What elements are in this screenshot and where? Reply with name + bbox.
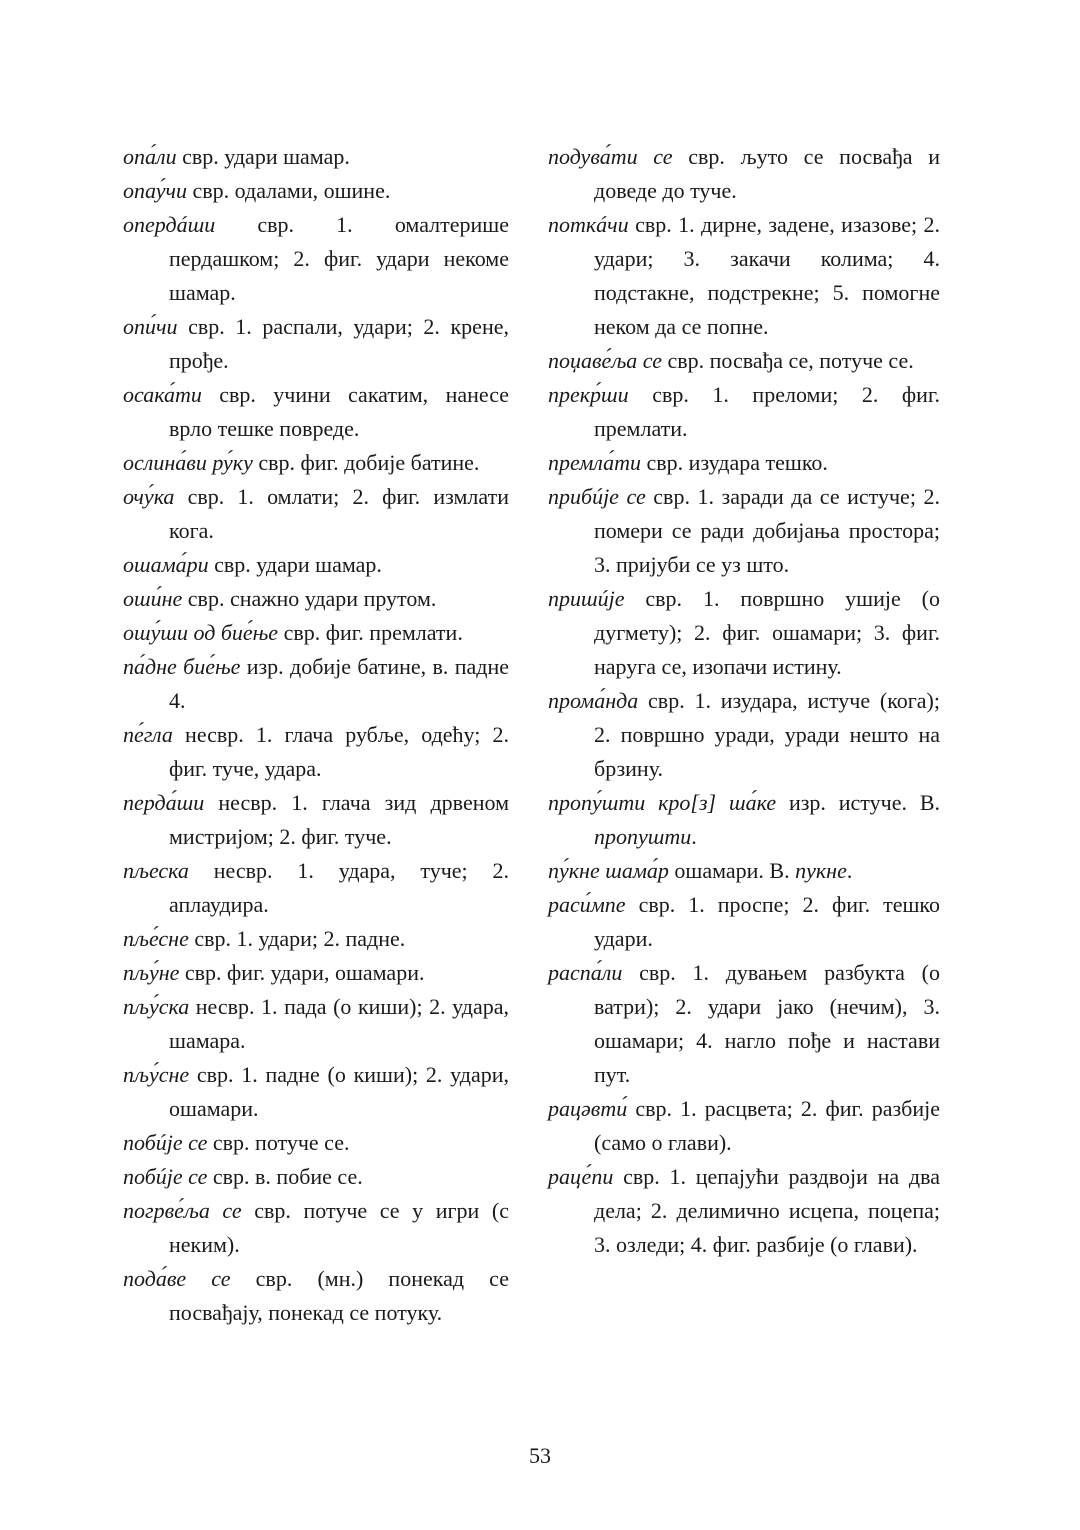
entry-definition: свр. 1. расцвета; 2. фиг. разбије (само о глави). bbox=[594, 1096, 940, 1155]
dictionary-entry bbox=[123, 1262, 509, 1330]
dictionary-entry bbox=[123, 548, 509, 582]
dictionary-entry bbox=[123, 1126, 509, 1160]
dictionary-entry bbox=[548, 378, 940, 446]
dictionary-entry bbox=[123, 616, 509, 650]
entry-definition: свр. потуче се у игри (с неким). bbox=[169, 1198, 509, 1257]
dictionary-entry bbox=[123, 378, 509, 446]
entry-headword: пље́сне bbox=[123, 926, 189, 951]
entry-definition: свр. (мн.) понекад се посвађају, понекад се потуку. bbox=[169, 1266, 509, 1325]
entry-definition: свр. посвађа се, потуче се. bbox=[662, 348, 914, 373]
entry-headword: оши́не bbox=[123, 586, 183, 611]
entry-headword: перда́ши bbox=[123, 790, 205, 815]
entry-headword: осака́ти bbox=[123, 382, 202, 407]
entry-headword: пљу́сне bbox=[123, 1062, 190, 1087]
dictionary-entry bbox=[123, 990, 509, 1058]
dictionary-entry bbox=[548, 344, 940, 378]
entry-headword: опердáши bbox=[123, 212, 216, 237]
dictionary-entry bbox=[548, 956, 940, 1092]
entry-headword: очу́ка bbox=[123, 484, 175, 509]
entry-headword: опау́чи bbox=[123, 178, 187, 203]
entry-definition: свр. снажно удари прутом. bbox=[182, 586, 437, 611]
entry-headword: пе́гла bbox=[123, 722, 173, 747]
entry-headword: прекр́ши bbox=[548, 382, 629, 407]
dictionary-entry bbox=[123, 786, 509, 854]
entry-definition: свр. изудара тешко. bbox=[641, 450, 828, 475]
entry-definition: изр. истуче. В. bbox=[776, 790, 940, 815]
entry-definition: свр. љуто се посвађа и доведе до туче. bbox=[594, 144, 940, 203]
entry-headword: раце́пи bbox=[548, 1164, 614, 1189]
dictionary-entry bbox=[548, 446, 940, 480]
entry-headword: прибúје се bbox=[548, 484, 646, 509]
dictionary-entry bbox=[548, 582, 940, 684]
dictionary-entry bbox=[123, 446, 509, 480]
entry-cross-reference: пропушти bbox=[594, 824, 692, 849]
entry-definition: изр. добије батине, в. падне 4. bbox=[169, 654, 509, 713]
entry-headword: пљу́не bbox=[123, 960, 180, 985]
entry-headword: прома́нда bbox=[548, 688, 639, 713]
entry-headword: побúје се bbox=[123, 1130, 208, 1155]
entry-definition: свр. 1. површно ушије (о дугмету); 2. фиг. ошамари; 3. фиг. наруга се, изопачи истину. bbox=[594, 586, 940, 679]
dictionary-entry bbox=[123, 1160, 509, 1194]
dictionary-entry bbox=[123, 650, 509, 718]
entry-headword: па́дне бие́ње bbox=[123, 654, 241, 679]
dictionary-entry bbox=[123, 208, 509, 310]
dictionary-entry bbox=[123, 718, 509, 786]
entry-definition: свр. 1. дувањем разбукта (о ватри); 2. удари јако (нечим), 3. ошамари; 4. нагло пође и настави пут. bbox=[594, 960, 940, 1087]
entry-punctuation: . bbox=[846, 858, 853, 883]
dictionary-entry bbox=[548, 854, 940, 888]
entry-headword: пљеска bbox=[123, 858, 189, 883]
entry-definition: несвр. 1. глача зид дрвеном мистријом; 2. фиг. туче. bbox=[169, 790, 509, 849]
entry-headword: погрве́ља се bbox=[123, 1198, 242, 1223]
entry-definition: свр. 1. омлати; 2. фиг. измлати кога. bbox=[169, 484, 509, 543]
dictionary-entry bbox=[123, 1058, 509, 1126]
dictionary-entry bbox=[123, 1194, 509, 1262]
entry-punctuation: . bbox=[691, 824, 697, 849]
entry-definition: свр. потуче се. bbox=[207, 1130, 350, 1155]
entry-headword: поџаве́ља се bbox=[548, 348, 662, 373]
entry-headword: опи́чи bbox=[123, 314, 178, 339]
left-column bbox=[123, 140, 509, 1330]
dictionary-entry bbox=[123, 140, 509, 174]
entry-definition: свр. удари шамар. bbox=[208, 552, 382, 577]
dictionary-entry bbox=[123, 310, 509, 378]
entry-headword: ошу́ши од бие́ње bbox=[123, 620, 279, 645]
entry-headword: пу́кне шама́р bbox=[548, 858, 669, 883]
entry-definition: свр. учини сакатим, нанесе врло тешке повреде. bbox=[169, 382, 509, 441]
entry-headword: пришúје bbox=[548, 586, 625, 611]
dictionary-entry bbox=[548, 888, 940, 956]
entry-definition: свр. 1. распали, удари; 2. крене, прође. bbox=[169, 314, 509, 373]
dictionary-entry bbox=[548, 1092, 940, 1160]
entry-headword: подува́ти се bbox=[548, 144, 673, 169]
entry-cross-reference: пукне bbox=[795, 858, 847, 883]
entry-definition: свр. 1. дирне, задене, изазове; 2. удари; 3. закачи колима; 4. подстакне, подстрекне; 5. помогне неком да се попне. bbox=[594, 212, 940, 339]
entry-definition: свр. фиг. премлати. bbox=[278, 620, 463, 645]
entry-headword: ослина́ви ру́ку bbox=[123, 450, 253, 475]
dictionary-entry bbox=[548, 1160, 940, 1262]
entry-headword: ошама́ри bbox=[123, 552, 209, 577]
entry-headword: пода́ве се bbox=[123, 1266, 231, 1291]
entry-definition: свр. в. побие се. bbox=[207, 1164, 363, 1189]
entry-headword: пропу́шти кро[з] ша́ке bbox=[548, 790, 777, 815]
entry-headword: пљу́ска bbox=[123, 994, 190, 1019]
entry-definition: несвр. 1. пада (о киши); 2. удара, шамара. bbox=[169, 994, 509, 1053]
dictionary-entry bbox=[548, 480, 940, 582]
dictionary-entry bbox=[548, 786, 940, 854]
entry-definition: несвр. 1. глача рубље, одећу; 2. фиг. туче, удара. bbox=[169, 722, 509, 781]
entry-definition: несвр. 1. удара, туче; 2. аплаудира. bbox=[169, 858, 509, 917]
dictionary-entry bbox=[123, 854, 509, 922]
entry-headword: раси́мпе bbox=[548, 892, 626, 917]
entry-headword: опа́ли bbox=[123, 144, 177, 169]
entry-definition: свр. фиг. удари, ошамари. bbox=[179, 960, 425, 985]
entry-definition: ошамари. В. bbox=[668, 858, 796, 883]
entry-definition: свр. 1. изудара, истуче (кога); 2. површно уради, уради нешто на брзину. bbox=[594, 688, 940, 781]
entry-headword: побúје се bbox=[123, 1164, 208, 1189]
dictionary-entry bbox=[548, 140, 940, 208]
entry-definition: свр. 1. омалтерише пердашком; 2. фиг. удари некоме шамар. bbox=[169, 212, 509, 305]
entry-headword: распа́ли bbox=[548, 960, 623, 985]
entry-definition: свр. 1. проспе; 2. фиг. тешко удари. bbox=[594, 892, 940, 951]
entry-definition: свр. 1. цепајући раздвоји на два дела; 2. делимично исцепа, поцепа; 3. озледи; 4. фиг. разбије (о глави). bbox=[594, 1164, 940, 1257]
entry-definition: свр. 1. преломи; 2. фиг. премлати. bbox=[594, 382, 940, 441]
right-column bbox=[548, 140, 940, 1262]
entry-headword: премла́ти bbox=[548, 450, 642, 475]
dictionary-entry bbox=[123, 582, 509, 616]
dictionary-entry bbox=[123, 174, 509, 208]
entry-definition: свр. 1. заради да се истуче; 2. помери се ради добијања простора; 3. пријуби се уз што. bbox=[594, 484, 940, 577]
entry-definition: свр. 1. удари; 2. падне. bbox=[188, 926, 406, 951]
entry-headword: поткáчи bbox=[548, 212, 629, 237]
dictionary-entry bbox=[548, 208, 940, 344]
page-number: 53 bbox=[529, 1443, 551, 1468]
dictionary-entry bbox=[123, 480, 509, 548]
dictionary-entry bbox=[123, 922, 509, 956]
dictionary-entry bbox=[548, 684, 940, 786]
entry-definition: свр. 1. падне (о киши); 2. удари, ошамари. bbox=[169, 1062, 509, 1121]
entry-definition: свр. удари шамар. bbox=[176, 144, 350, 169]
entry-headword: рацәвти́ bbox=[548, 1096, 628, 1121]
dictionary-entry bbox=[123, 956, 509, 990]
entry-definition: свр. одалами, ошине. bbox=[186, 178, 391, 203]
entry-definition: свр. фиг. добије батине. bbox=[252, 450, 480, 475]
